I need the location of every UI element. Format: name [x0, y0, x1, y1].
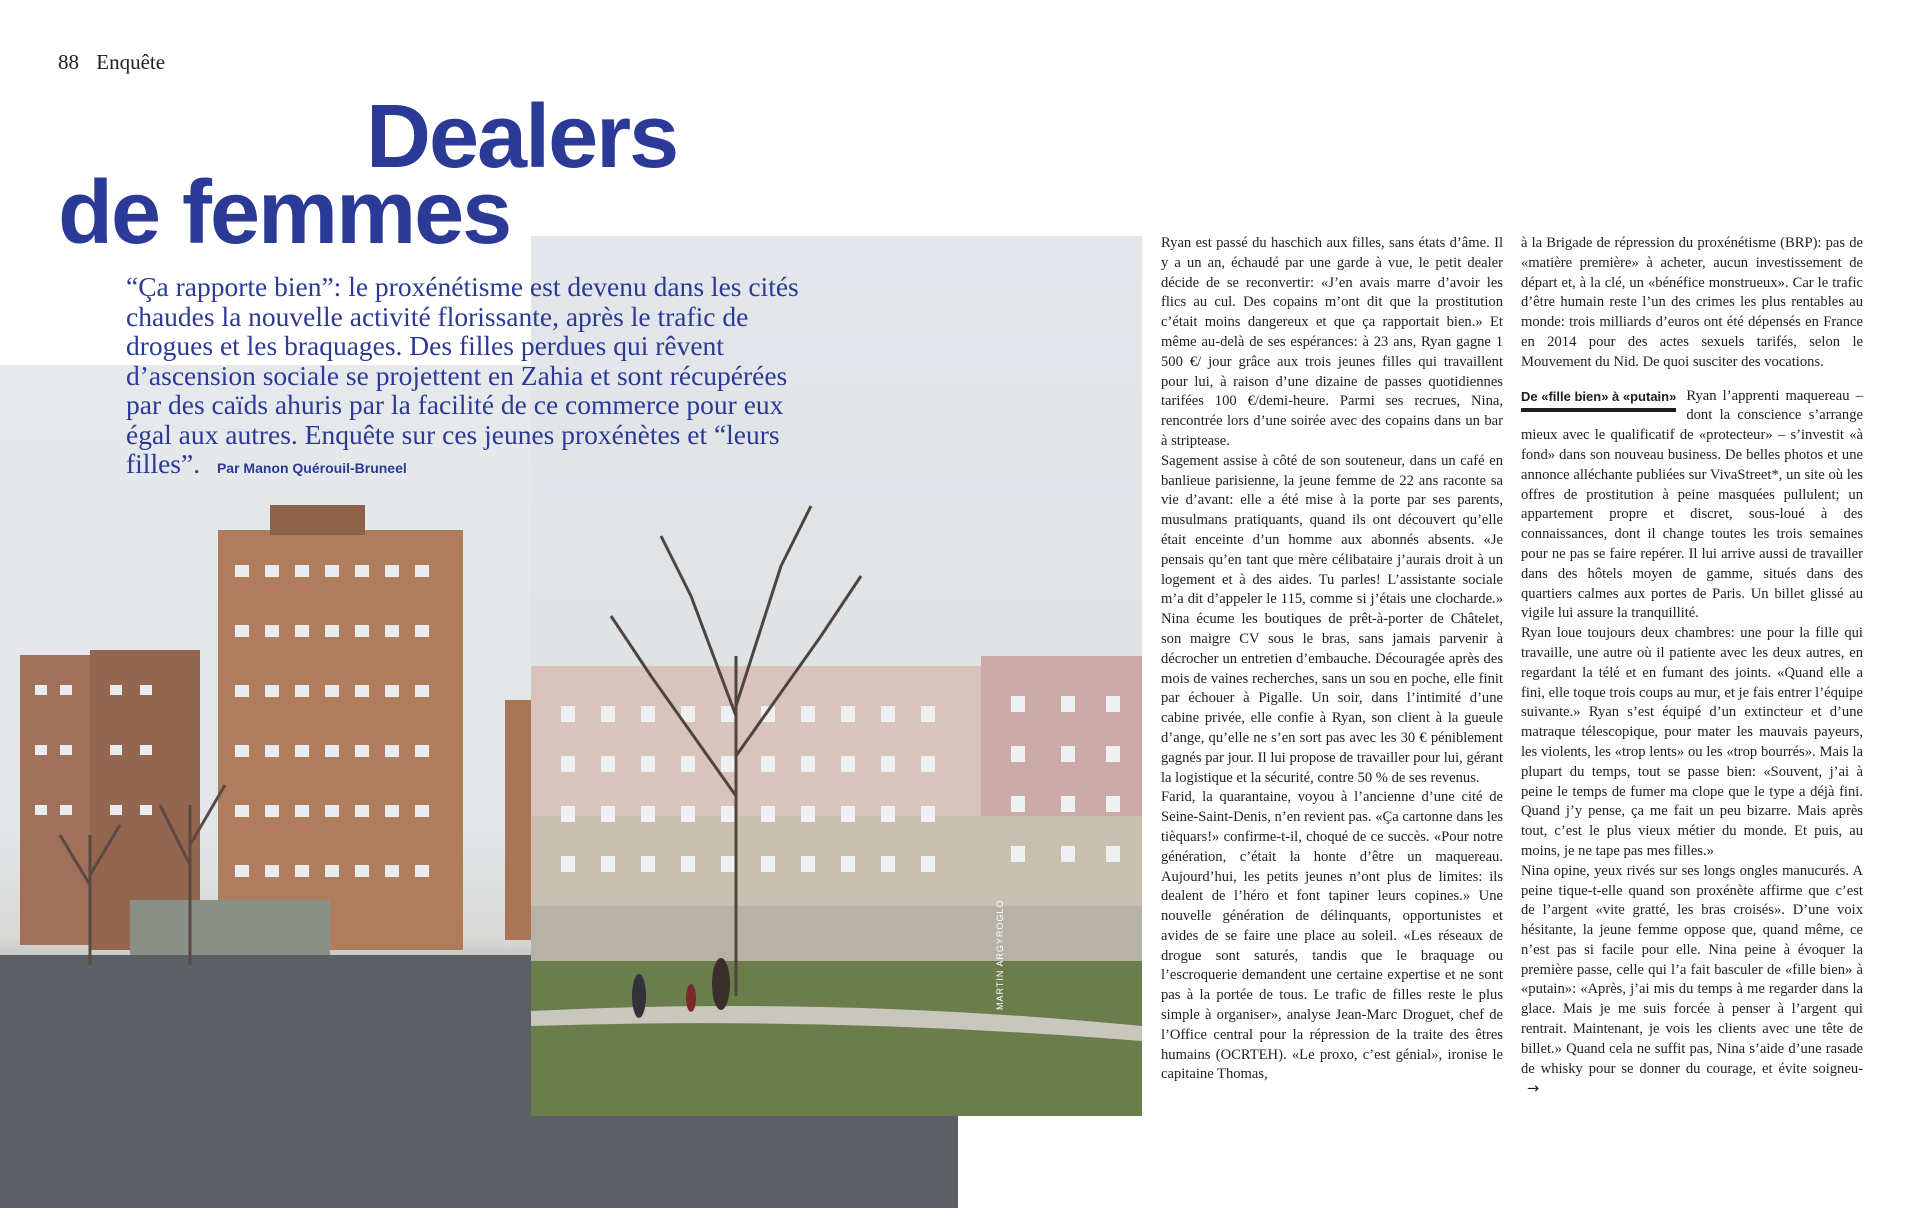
paragraph-with-subhead: [1521, 387, 1863, 625]
headline-line-2: de femmes: [58, 163, 511, 263]
paragraph: à la Brigade de répression du proxénétisme (BRP): pas de «matière première» à acheter, aucun investissement de départ et, à la clé, un «bénéfice monstrueux». Car le trafic d’être humain reste l’un des crimes les plus rentables au monde: trois milliards d’euros ont été dépensés en France en 2014 pour des actes sexuels tarifés, selon le Mouvement du Nid. De quoi susciter des vocations.: [1521, 235, 1863, 370]
lede-text: “Ça rapporte bien”: le proxénétisme est devenu dans les cités chaudes la nouvelle activité florissante, après le trafic de drogues et les braquages. Des filles perdues qui rêvent d’ascension sociale se projettent en Zahia et sont récupérées par des caïds ahuris par la facilité de ce commerce pour eux égal aux autres. Enquête sur ces jeunes proxénètes et “leurs filles”.: [126, 271, 799, 479]
subheading: De «fille bien» à «putain»: [1521, 387, 1676, 413]
paragraph-text: Ryan l’apprenti maquereau – dont la conscience s’arrange mieux avec le qualificatif de «protecteur» – s’investit «à fond» dans son nouveau business. De belles photos et une annonce alléchante publiées sur VivaStreet*, un site où les offres de prostitution à peine masquées pullulent; un appartement propre et discret, sous-loué à des connaissances, dont il change toutes les trois semaines pour ne pas se faire repérer. Il lui arrive aussi de travailler dans des hôtels moyen de gamme, situés dans des quartiers calmes aux portes de Paris. Un billet glissé au vigile lui assure la tranquillité.: [1521, 387, 1863, 622]
section-name: Enquête: [96, 50, 166, 74]
text-column-1: [1161, 234, 1503, 1085]
paragraph: Ryan est passé du haschich aux filles, sans états d’âme. Il y a un an, échaudé par une garde à vue, le petit dealer décide de se reconvertir: «J’en avais marre d’avoir les flics au cul. Des copains m’ont dit que la prostitution c’était moins dangereux et que ça rapportait bien.» Et même au-delà de ses espérances: à 23 ans, Ryan gagne 1 500 €/ jour grâce aux trois jeunes filles qui travaillent pour lui, à raison d’une dizaine de passes quotidiennes tarifées 100 €/demi-heure. Parmi ses recrues, Nina, rencontrée lors d’une soirée avec des copains dans un bar à striptease.: [1161, 235, 1503, 449]
paragraph-text: Nina opine, yeux rivés sur ses longs ongles manucurés. A peine tique-t-elle quand son proxénète affirme que c’est de l’argent «vite gratté, les bras croisés». D’une voix hésitante, la jeune femme oppose que, quand même, ce n’est pas si facile pour elle. Nina peine à évoquer la première passe, celle qui l’a fait basculer de «fille bien» à «putain»: «Après, j’ai mis du temps à me regarder dans la glace. Mais je me suis forcée à penser à l’argent qui rentrait. Maintenant, je vois les clients avec une tête de billet.» Quand cela ne suffit pas, Nina s’aide d’une rasade de whisky pour se donner du courage, et évite soigneu-: [1521, 862, 1863, 1077]
paragraph: Ryan loue toujours deux chambres: une pour la fille qui travaille, une autre où il patiente avec les deux autres, en regardant la télé et en fumant des joints. «Quand elle a fini, elle toque trois coups au mur, et je fais entrer l’équipe suivante.» Ryan s’est équipé d’un extincteur et d’une matraque télescopique, pour mater les mauvais payeurs, les violents, les «trop lents» ou les «trop bourrés». Mais la plupart du temps, tout se passe bien: «Souvent, j’ai à peine le temps de fumer ma clope que le type a déjà fini. Quand j’y pense, ça me fait un peu bizarre. Mais après tout, c’est le plus vieux métier du monde. Et puis, au moins, je ne tape pas mes filles.»: [1521, 625, 1863, 859]
paragraph-last: [1521, 862, 1863, 1101]
headline-line-1: Dealers: [366, 87, 678, 187]
page-folio: [58, 50, 165, 75]
paragraph: Sagement assise à côté de son souteneur, dans un café en banlieue parisienne, la jeune femme de 22 ans raconte sa vie d’avant: elle a été mise à la porte par ses parents, musulmans pratiquants, quand ils ont découvert qu’elle était enceinte d’un homme aux abonnés absents. «Je pensais qu’en tant que mère célibataire j’aurais droit à un logement et à des aides. Tu parles! L’assistante sociale m’a dit d’appeler le 115, comme si j’étais une clocharde.» Nina écume les boutiques de prêt-à-porter de Châtelet, son maigre CV sous le bras, sans jamais parvenir à décrocher un entretien d’embauche. Découragée après des mois de vaines recherches, sans un sou en poche, elle finit par échouer à Pigalle. Un soir, dans l’intimité d’une cabine privée, elle confie à Ryan, son client à la gueule d’ange, qu’elle ne s’en sort pas avec les 30 € péniblement gagnés par jour. Il lui propose de travailler pour lui, gérant la logistique et la sécurité, contre 50 % de ses revenus.: [1161, 452, 1503, 786]
paragraph: Farid, la quarantaine, voyou à l’ancienne d’une cité de Seine-Saint-Denis, n’en revient pas. «Ça cartonne dans les tièquars!» confirme-t-il, choqué de ce succès. «Pour notre génération, c’était la honte d’être un maquereau. Aujourd’hui, les petits jeunes n’ont plus de limites: ils dealent de l’héro et font tapiner leurs copines.» Une nouvelle génération de délinquants, opportunistes et avides de se faire une place au soleil. «Les réseaux de drogue sont saturés, tandis que le braquage ou l’escroquerie demandent une certaine expertise et ne sont pas à la portée de tous. Le trafic de filles reste le plus simple à organiser», analyse Jean-Marc Droguet, chef de l’Office central pour la répression de la traite des êtres humains (OCRTEH). «Le proxo, c’est génial», ironise le capitaine Thomas,: [1161, 789, 1503, 1083]
continue-arrow-icon: →: [1527, 1080, 1540, 1098]
article-lede: [126, 272, 826, 484]
photo-credit: MARTIN ARGYROGLO: [995, 899, 1005, 1010]
byline: Par Manon Quérouil-Bruneel: [216, 460, 407, 476]
text-column-2: [1521, 234, 1863, 1100]
page-number: 88: [58, 50, 79, 74]
